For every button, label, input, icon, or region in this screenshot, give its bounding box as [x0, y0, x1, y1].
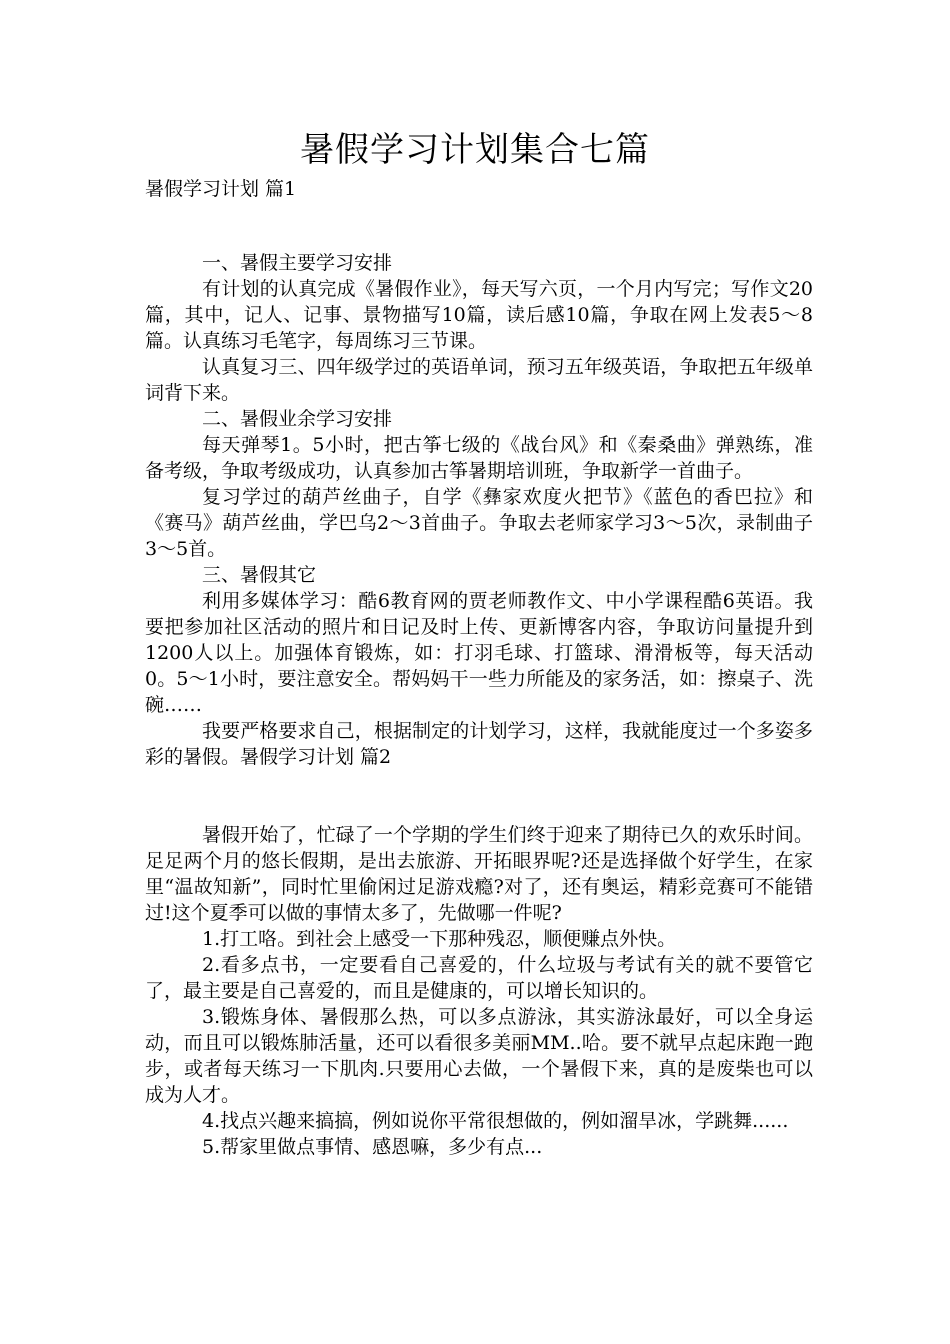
document-title: 暑假学习计划集合七篇 [300, 130, 650, 170]
paragraph: 认真复习三、四年级学过的英语单词，预习五年级英语，争取把五年级单词背下来。 [145, 356, 813, 404]
paragraph: 有计划的认真完成《暑假作业》，每天写六页，一个月内写完；写作文20篇，其中，记人、记事、景物描写10篇，读后感10篇，争取在网上发表5～8篇。认真练习毛笔字，每周练习三节课。 [145, 278, 813, 352]
paragraph: 暑假开始了，忙碌了一个学期的学生们终于迎来了期待已久的欢乐时间。足足两个月的悠长假期，是出去旅游、开拓眼界呢?还是选择做个好学生，在家里“温故知新”，同时忙里偷闲过足游戏瘾?对了，还有奥运，精彩竞赛可不能错过!这个夏季可以做的事情太多了，先做哪一件呢? [145, 824, 813, 924]
paragraph: 利用多媒体学习：酷6教育网的贾老师教作文、中小学课程酷6英语。我要把参加社区活动的照片和日记及时上传、更新博客内容，争取访问量提升到1200人以上。加强体育锻炼，如：打羽毛球、打篮球、滑滑板等，每天活动0。5～1小时，要注意安全。帮妈妈干一些力所能及的家务活，如：擦桌子、洗碗…… [145, 590, 813, 716]
list-item: 4.找点兴趣来搞搞，例如说你平常很想做的，例如溜旱冰，学跳舞...... [202, 1110, 789, 1132]
list-item: 3.锻炼身体、暑假那么热，可以多点游泳，其实游泳最好，可以全身运动，而且可以锻炼肺活量，还可以看很多美丽MM..哈。要不就早点起床跑一跑步，或者每天练习一下肌肉.只要用心去做，一个暑假下来，真的是废柴也可以成为人才。 [145, 1006, 813, 1106]
section-heading-2: 二、暑假业余学习安排 [202, 408, 393, 430]
list-item: 5.帮家里做点事情、感恩嘛，多少有点... [202, 1136, 543, 1158]
paragraph: 复习学过的葫芦丝曲子，自学《彝家欢度火把节》《蓝色的香巴拉》和《赛马》葫芦丝曲，学巴乌2～3首曲子。争取去老师家学习3～5次，录制曲子3～5首。 [145, 486, 813, 560]
section-heading-3: 三、暑假其它 [202, 564, 317, 586]
part1-body [145, 250, 813, 770]
paragraph: 每天弹琴1。5小时，把古筝七级的《战台风》和《秦桑曲》弹熟练，准备考级，争取考级成功，认真参加古筝暑期培训班，争取新学一首曲子。 [145, 434, 813, 482]
part2-body [145, 822, 813, 1160]
part1-label: 暑假学习计划 篇1 [145, 178, 297, 200]
paragraph: 我要严格要求自己，根据制定的计划学习，这样，我就能度过一个多姿多彩的暑假。暑假学习计划 篇2 [145, 720, 813, 768]
list-item: 1.打工咯。到社会上感受一下那种残忍，顺便赚点外快。 [202, 928, 677, 950]
section-heading-1: 一、暑假主要学习安排 [202, 252, 393, 274]
list-item: 2.看多点书，一定要看自己喜爱的，什么垃圾与考试有关的就不要管它了，最主要是自己喜爱的，而且是健康的，可以增长知识的。 [145, 954, 813, 1002]
